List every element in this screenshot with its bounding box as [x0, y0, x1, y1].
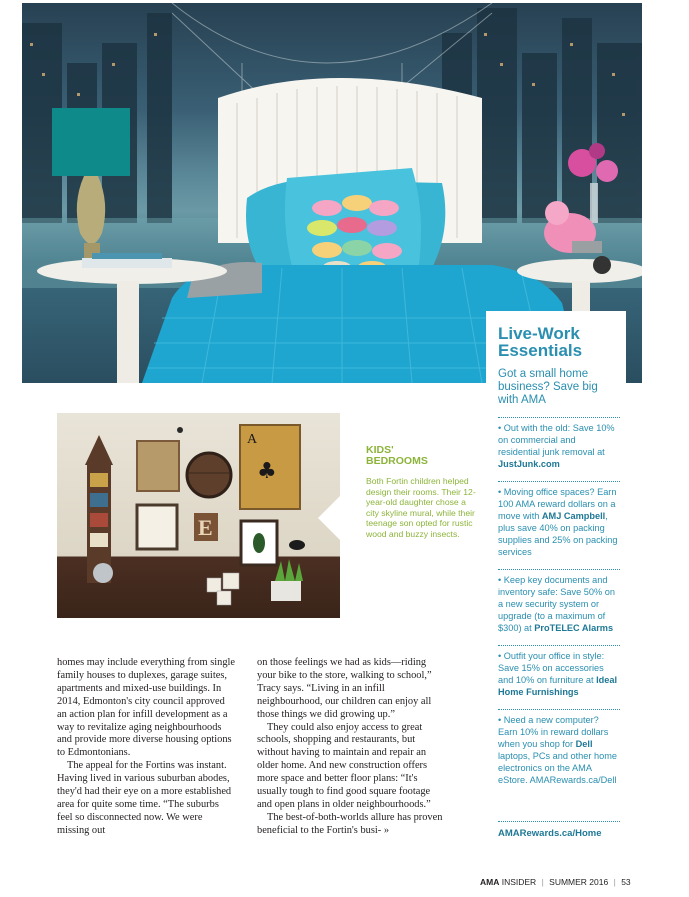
footer-issue: SUMMER 2016 [549, 877, 609, 887]
sidebar-item-text: Keep key documents and inventory safe: Save 50% on a new security system or upgrade (to a maximum of $300) at [498, 575, 615, 633]
sidebar-item-brand[interactable]: Ideal Home Furnishings [498, 675, 618, 697]
sidebar-item: • Moving office spaces? Earn 100 AMA reward dollars on a move with AMJ Campbell, plus save 40% on packing supplies and 25% on packing services [498, 481, 620, 558]
article-paragraph: They could also enjoy access to great schools, shopping and restaurants, but without having to maintain and repair an older home. And new construction offers more space and better floor plans: “It's usually tough to find good square footage and open plans in older neighbourhoods.” [257, 721, 431, 810]
sidebar-item-text: Outfit your office in style: Save 15% on accessories and 10% on furniture at [498, 651, 605, 685]
caption-heading [366, 445, 476, 467]
article-paragraph: The appeal for the Fortins was instant. Having lived in various suburban abodes, they'd had their eye on a more established area for quite some time. “The suburbs feel so disconnected now. We were missing out [57, 760, 232, 836]
kids-bedroom-inset-photo [57, 413, 340, 618]
sidebar-title [498, 325, 620, 359]
page-footer [480, 877, 660, 887]
sidebar-item-text: Out with the old: Save 10% on commercial and residential junk removal at [498, 423, 615, 457]
article-paragraph: homes may include everything from single family houses to duplexes, garage suites, apartments and mixed-use buildings. In 2014, Edmonton's city council approved an action plan for infill development as a way to revitalize aging neighbourhoods and provide more diverse housing options to Edmontonians. [57, 657, 236, 759]
caption-heading-line2: BEDROOMS [366, 455, 428, 467]
sidebar-item: • Outfit your office in style: Save 15% on accessories and 10% on furniture at Ideal Home Furnishings [498, 645, 620, 698]
footer-page-number: 53 [621, 877, 631, 887]
sidebar-item-text: Moving office spaces? Earn 100 AMA reward dollars on a move with [498, 487, 617, 521]
sidebar-item-brand[interactable]: AMJ Campbell [541, 511, 606, 521]
sidebar-content [498, 324, 620, 839]
footer-magazine-ama: AMA [480, 877, 500, 887]
live-work-sidebar [486, 311, 626, 851]
sidebar-title-line2: Essentials [498, 341, 583, 360]
sidebar-intro: Got a small home business? Save big with AMA [498, 368, 598, 406]
sidebar-item-brand[interactable]: Dell [575, 739, 593, 749]
caption-heading-line1: KIDS' [366, 444, 394, 456]
sidebar-item: • Keep key documents and inventory safe: Save 50% on a new security system or upgrade (to a maximum of $300) at ProTELEC Alarms [498, 569, 620, 634]
svg-text:A: A [247, 432, 258, 447]
sidebar-title-line1: Live-Work [498, 324, 580, 343]
svg-text:E: E [198, 515, 213, 540]
inset-illustration [57, 413, 340, 618]
inset-caption-pointer [318, 496, 340, 540]
article-paragraph: on those feelings we had as kids—riding your bike to the store, walking to school,” Tracy says. “Living in an infill neighbourhood, our children can enjoy all those things we did growing up.” [257, 657, 432, 720]
sidebar-item-after: laptops, PCs and other home electronics on the AMA eStore. AMARewards.ca/Dell [498, 751, 617, 785]
footer-separator: | [613, 877, 616, 887]
article-paragraph: The best-of-both-worlds allure has proven beneficial to the Fortin's busi- » [257, 811, 443, 836]
sidebar-item-after: , plus save 40% on packing supplies and 25% on packing services [498, 511, 618, 557]
sidebar-item: • Need a new computer? Earn 10% in reward dollars when you shop for Dell laptops, PCs and other home electronics on the AMA eStore. AMARewards.ca/Dell [498, 709, 620, 786]
footer-magazine-insider: INSIDER [499, 877, 537, 887]
article-column-1 [57, 657, 237, 838]
ama-rewards-home-link[interactable]: AMARewards.ca/Home [498, 821, 620, 840]
svg-text:♣: ♣ [257, 459, 277, 484]
sidebar-item-brand[interactable]: JustJunk.com [498, 459, 560, 469]
footer-separator: | [541, 877, 544, 887]
sidebar-item: • Out with the old: Save 10% on commercial and residential junk removal at JustJunk.com [498, 417, 620, 470]
sidebar-item-brand[interactable]: ProTELEC Alarms [534, 623, 614, 633]
sidebar-item-text: Need a new computer? Earn 10% in reward dollars when you shop for [498, 715, 609, 749]
article-column-2 [257, 657, 445, 838]
caption-body: Both Fortin children helped design their rooms. Their 12-year-old daughter chose a city skyline mural, while their teenage son opted for rustic wood and buzzy insects. [366, 476, 476, 539]
